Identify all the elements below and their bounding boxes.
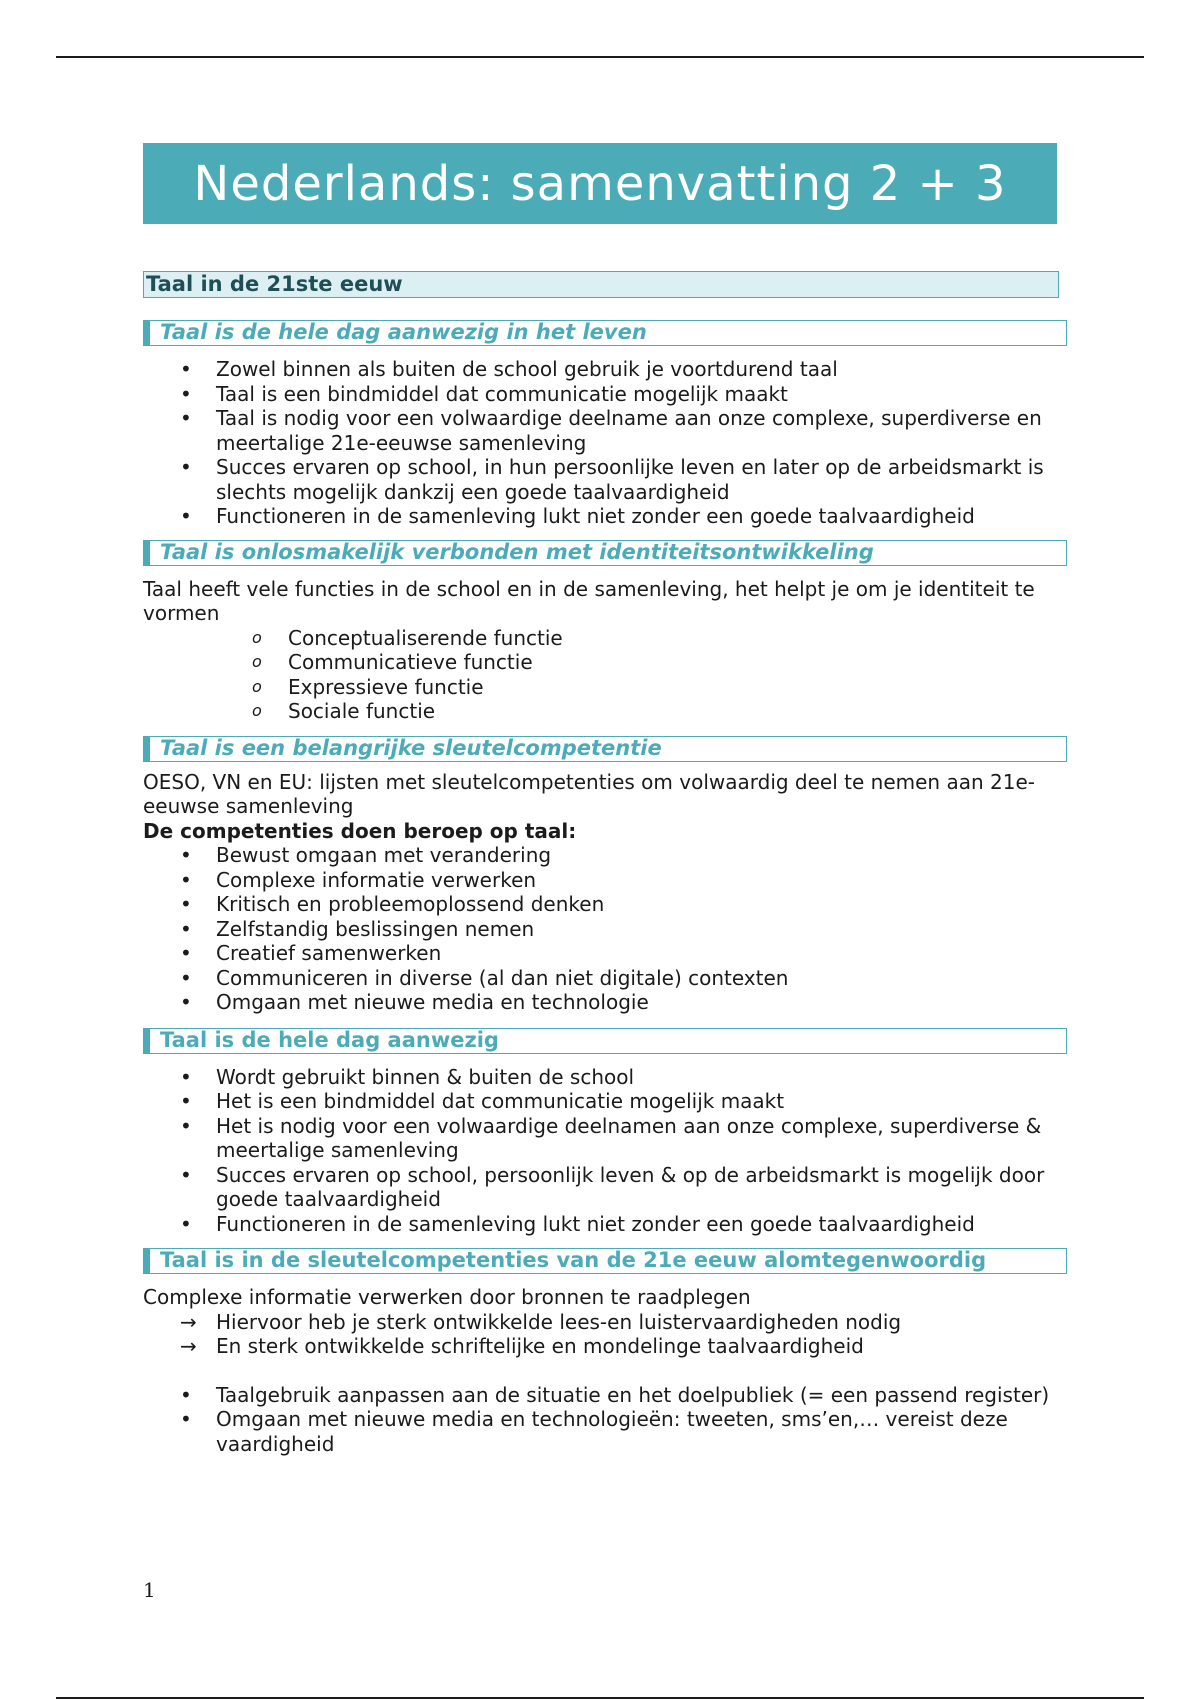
section-heading: Taal is de hele dag aanwezig in het leven — [143, 320, 1067, 346]
list-item: • Omgaan met nieuwe media en technologieën: tweeten, sms’en,… vereist deze vaardigheid — [180, 1407, 1008, 1456]
list-item: • Zowel binnen als buiten de school gebruik je voortdurend taal — [180, 357, 838, 381]
bullet-list — [143, 357, 1073, 529]
list-item: • Zelfstandig beslissingen nemen — [180, 916, 535, 941]
list-item: → Hiervoor heb je sterk ontwikkelde lees-en luistervaardigheden nodig — [180, 1309, 902, 1334]
list-item: o Conceptualiserende functie — [252, 625, 563, 650]
paragraph: Complexe informatie verwerken door bronnen te raadplegen — [143, 1285, 751, 1309]
bold-line: De competenties doen beroep op taal: — [143, 818, 577, 843]
list-item: • Creatief samenwerken — [180, 941, 442, 965]
paragraph: Taal heeft vele functies in de school en in de samenleving, het helpt je om je identiteit te vormen — [143, 576, 1035, 625]
section-heading: Taal is een belangrijke sleutelcompetentie — [143, 736, 1067, 762]
bullet-list — [143, 1065, 1073, 1237]
list-item: → En sterk ontwikkelde schriftelijke en mondelinge taalvaardigheid — [180, 1334, 864, 1358]
document-title — [143, 143, 1057, 224]
list-item: • Functioneren in de samenleving lukt niet zonder een goede taalvaardigheid — [180, 1211, 975, 1236]
list-item: • Bewust omgaan met verandering — [180, 843, 552, 867]
list-item: o Communicatieve functie — [252, 650, 533, 674]
sub-list — [143, 626, 1073, 724]
list-item: • Kritisch en probleemoplossend denken — [180, 892, 605, 916]
list-item: o Expressieve functie — [252, 674, 484, 699]
list-item: • Taal is een bindmiddel dat communicatie mogelijk maakt — [180, 381, 788, 406]
section-heading: Taal is onlosmakelijk verbonden met identiteitsontwikkeling — [143, 540, 1067, 566]
chapter-heading: Taal in de 21ste eeuw — [143, 271, 1059, 298]
page-number: 1 — [143, 1578, 156, 1602]
document-title-text: Nederlands: samenvatting 2 + 3 — [193, 155, 1007, 212]
list-item: o Sociale functie — [252, 699, 436, 723]
paragraph: OESO, VN en EU: lijsten met sleutelcompetenties om volwaardig deel te nemen aan 21e-eeuwse samenleving — [143, 769, 1035, 818]
bullet-list — [143, 1383, 1073, 1457]
list-item: • Taal is nodig voor een volwaardige deelname aan onze complexe, superdiverse en meertalige 21e-eeuwse samenleving — [180, 406, 1042, 455]
top-rule — [56, 56, 1144, 58]
bottom-rule — [56, 1697, 1144, 1699]
bullet-list — [143, 843, 1073, 1015]
arrow-list — [143, 1310, 1073, 1359]
list-item: • Succes ervaren op school, persoonlijk leven & op de arbeidsmarkt is mogelijk door goede taalvaardigheid — [180, 1162, 1045, 1211]
section-heading: Taal is in de sleutelcompetenties van de 21e eeuw alomtegenwoordig — [143, 1248, 1067, 1274]
list-item: • Communiceren in diverse (al dan niet digitale) contexten — [180, 965, 789, 990]
document-body — [143, 271, 1073, 1456]
list-item: • Succes ervaren op school, in hun persoonlijke leven en later op de arbeidsmarkt is slechts mogelijk dankzij een goede taalvaardigheid — [180, 455, 1044, 504]
list-item: • Omgaan met nieuwe media en technologie — [180, 990, 649, 1014]
list-item: • Het is nodig voor een volwaardige deelnamen aan onze complexe, superdiverse & meertalige samenleving — [180, 1113, 1042, 1162]
list-item: • Complexe informatie verwerken — [180, 867, 537, 892]
section-heading: Taal is de hele dag aanwezig — [143, 1028, 1067, 1054]
list-item: • Functioneren in de samenleving lukt niet zonder een goede taalvaardigheid — [180, 504, 975, 528]
list-item: • Taalgebruik aanpassen aan de situatie en het doelpubliek (= een passend register) — [180, 1382, 1050, 1407]
list-item: • Het is een bindmiddel dat communicatie mogelijk maakt — [180, 1089, 785, 1113]
list-item: • Wordt gebruikt binnen & buiten de school — [180, 1064, 635, 1089]
